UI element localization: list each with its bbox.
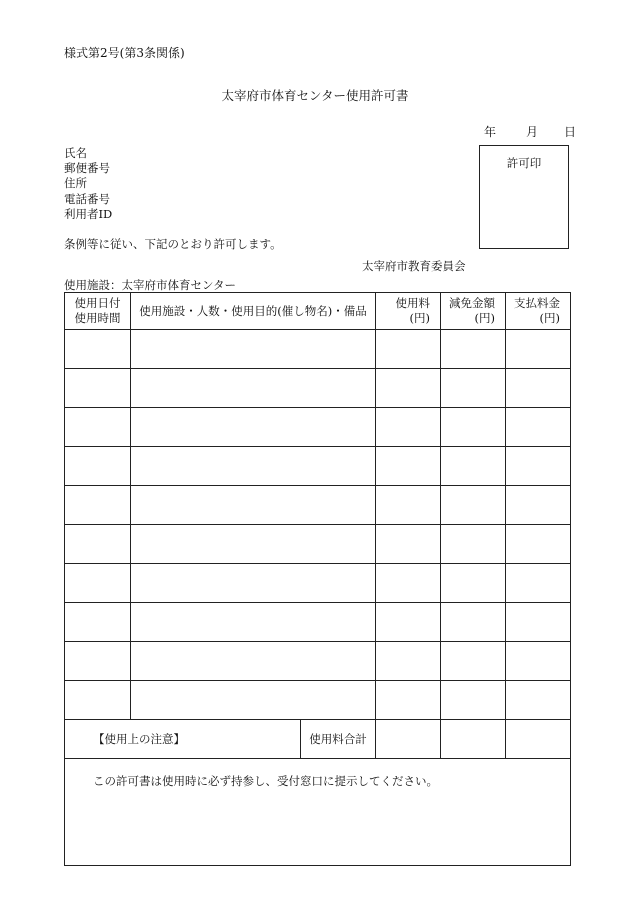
- cell-details[interactable]: [131, 369, 376, 408]
- approval-stamp-box: [479, 145, 569, 249]
- issue-date: [484, 123, 576, 140]
- header-payment-label: 支払料金: [514, 296, 561, 310]
- header-reduction-unit: (円): [474, 311, 496, 325]
- field-user-id: 利用者ID: [64, 206, 113, 221]
- cell-reduction[interactable]: [441, 525, 506, 564]
- cell-fee[interactable]: [376, 447, 441, 486]
- table-header-row: [65, 293, 571, 330]
- cell-datetime[interactable]: [65, 486, 131, 525]
- cell-details[interactable]: [131, 408, 376, 447]
- cell-fee[interactable]: [376, 369, 441, 408]
- cell-datetime[interactable]: [65, 408, 131, 447]
- cell-reduction[interactable]: [441, 330, 506, 369]
- field-phone: 電話番号: [64, 191, 110, 206]
- total-label: 使用料合計: [301, 720, 376, 759]
- applicant-fields: [64, 146, 112, 222]
- cell-fee[interactable]: [376, 486, 441, 525]
- cell-reduction[interactable]: [441, 642, 506, 681]
- cell-datetime[interactable]: [65, 642, 131, 681]
- cell-fee[interactable]: [376, 564, 441, 603]
- total-payment-cell[interactable]: [506, 720, 571, 759]
- caution-label: 【使用上の注意】: [65, 720, 301, 759]
- cell-details[interactable]: [131, 642, 376, 681]
- table-row: [65, 447, 571, 486]
- table-row: [65, 369, 571, 408]
- usage-table: [64, 292, 571, 866]
- date-year-label: 年: [484, 125, 497, 139]
- cell-fee[interactable]: [376, 525, 441, 564]
- issuer-name: 太宰府市教育委員会: [362, 259, 466, 273]
- field-name: 氏名: [64, 146, 87, 160]
- cell-payment[interactable]: [506, 369, 571, 408]
- table-row: [65, 408, 571, 447]
- cell-datetime[interactable]: [65, 369, 131, 408]
- header-reduction-label: 減免金額: [449, 296, 496, 310]
- header-payment-unit: (円): [539, 311, 561, 325]
- cell-details[interactable]: [131, 447, 376, 486]
- table-row: [65, 486, 571, 525]
- cell-reduction[interactable]: [441, 564, 506, 603]
- header-fee: [376, 293, 441, 330]
- cell-fee[interactable]: [376, 642, 441, 681]
- cell-reduction[interactable]: [441, 681, 506, 720]
- cell-reduction[interactable]: [441, 486, 506, 525]
- cell-reduction[interactable]: [441, 369, 506, 408]
- total-fee-cell[interactable]: [376, 720, 441, 759]
- table-row: [65, 330, 571, 369]
- cell-details[interactable]: [131, 603, 376, 642]
- header-date-label: 使用日付: [74, 296, 121, 310]
- document-title: 太宰府市体育センター使用許可書: [221, 88, 409, 103]
- cell-payment[interactable]: [506, 603, 571, 642]
- facility-line: 使用施設：太宰府市体育センター: [64, 278, 237, 292]
- caution-box: [65, 759, 571, 866]
- table-row: [65, 603, 571, 642]
- date-day-label: 日: [564, 125, 577, 139]
- header-details: 使用施設・人数・使用目的(催し物名)・備品: [131, 293, 376, 330]
- table-row: [65, 681, 571, 720]
- cell-reduction[interactable]: [441, 447, 506, 486]
- cell-details[interactable]: [131, 486, 376, 525]
- cell-details[interactable]: [131, 525, 376, 564]
- cell-datetime[interactable]: [65, 525, 131, 564]
- date-month-label: 月: [526, 125, 539, 139]
- header-time-label: 使用時間: [74, 311, 121, 325]
- cell-payment[interactable]: [506, 525, 571, 564]
- cell-reduction[interactable]: [441, 408, 506, 447]
- table-row: [65, 564, 571, 603]
- cell-payment[interactable]: [506, 564, 571, 603]
- total-row: [65, 720, 571, 759]
- cell-datetime[interactable]: [65, 447, 131, 486]
- caution-message: この許可書は使用時に必ず持参し、受付窓口に提示してください。: [93, 774, 438, 788]
- cell-fee[interactable]: [376, 681, 441, 720]
- caution-row: [65, 759, 571, 866]
- cell-payment[interactable]: [506, 642, 571, 681]
- cell-fee[interactable]: [376, 330, 441, 369]
- header-payment: [506, 293, 571, 330]
- table-row: [65, 525, 571, 564]
- cell-payment[interactable]: [506, 486, 571, 525]
- header-reduction: [441, 293, 506, 330]
- cell-datetime[interactable]: [65, 603, 131, 642]
- cell-details[interactable]: [131, 681, 376, 720]
- total-reduction-cell[interactable]: [441, 720, 506, 759]
- header-fee-unit: (円): [409, 311, 431, 325]
- header-fee-label: 使用料: [395, 296, 431, 310]
- field-postal-code: 郵便番号: [64, 161, 110, 176]
- cell-fee[interactable]: [376, 408, 441, 447]
- cell-details[interactable]: [131, 330, 376, 369]
- cell-payment[interactable]: [506, 408, 571, 447]
- cell-payment[interactable]: [506, 681, 571, 720]
- stamp-label: 許可印: [506, 156, 542, 170]
- cell-datetime[interactable]: [65, 681, 131, 720]
- cell-details[interactable]: [131, 564, 376, 603]
- cell-datetime[interactable]: [65, 330, 131, 369]
- permission-notice: 条例等に従い、下記のとおり許可します。: [64, 237, 282, 251]
- form-number: 様式第2号(第3条関係): [64, 46, 185, 60]
- cell-payment[interactable]: [506, 447, 571, 486]
- field-address: 住所: [64, 176, 87, 191]
- table-row: [65, 642, 571, 681]
- cell-payment[interactable]: [506, 330, 571, 369]
- header-datetime: [65, 293, 131, 330]
- cell-reduction[interactable]: [441, 603, 506, 642]
- cell-fee[interactable]: [376, 603, 441, 642]
- cell-datetime[interactable]: [65, 564, 131, 603]
